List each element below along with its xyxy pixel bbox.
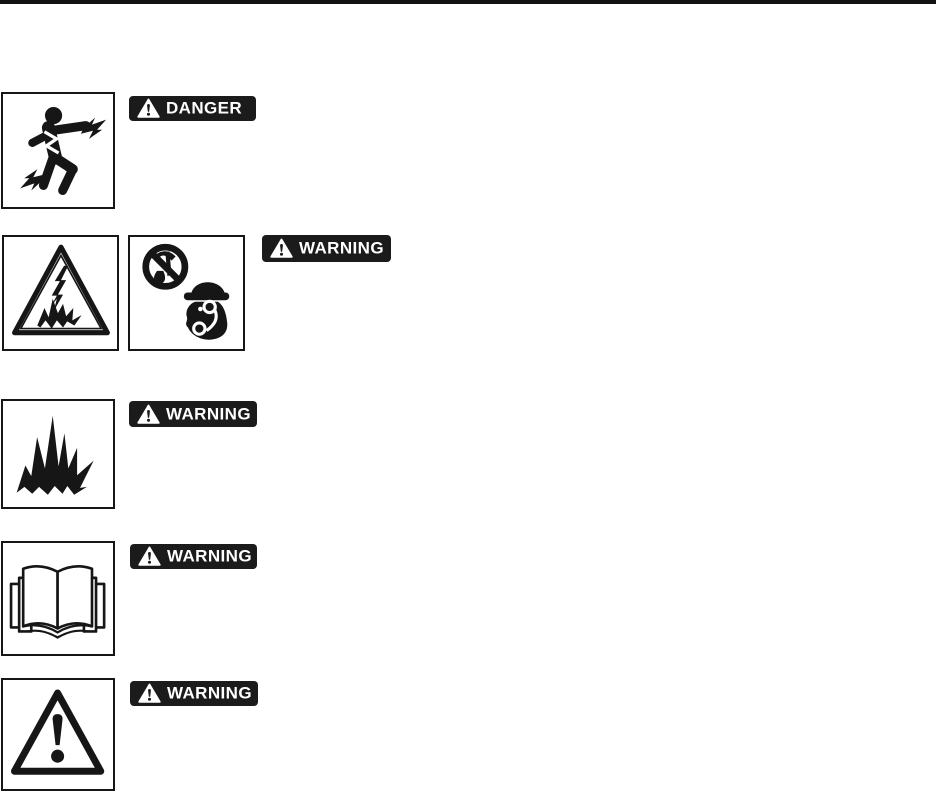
safety-alert-triangle-icon [137,98,160,119]
signal-word: WARNING [167,683,252,703]
electric-shock-icon [7,99,108,203]
pictogram-box-explosion [1,399,115,509]
general-hazard-alert-icon [7,684,108,784]
warning-signal-badge [130,681,258,706]
read-operator-manual-icon [7,547,108,649]
pictogram-box-general-alert [1,678,115,791]
signal-word: WARNING [299,238,384,258]
safety-alert-triangle-icon [270,238,293,259]
explosion-icon [7,405,108,503]
warning-signal-badge [262,235,391,262]
signal-word: WARNING [166,404,251,423]
pictogram-box-electric-shock [1,92,115,209]
call-before-digging-icon [135,241,239,344]
page-top-rule [0,0,936,4]
warning-signal-badge [130,544,257,569]
signal-word: WARNING [167,546,252,566]
signal-word: DANGER [166,98,243,118]
safety-alert-triangle-icon [138,683,161,704]
safety-alert-triangle-icon [137,404,160,425]
danger-signal-badge [129,96,256,121]
pictogram-box-arc-flash [2,235,119,351]
warning-signal-badge [129,401,257,427]
arc-flash-triangle-icon [9,241,113,344]
pictogram-box-call-before-digging [128,235,245,351]
safety-alert-triangle-icon [138,546,161,567]
pictogram-box-read-manual [1,541,115,656]
